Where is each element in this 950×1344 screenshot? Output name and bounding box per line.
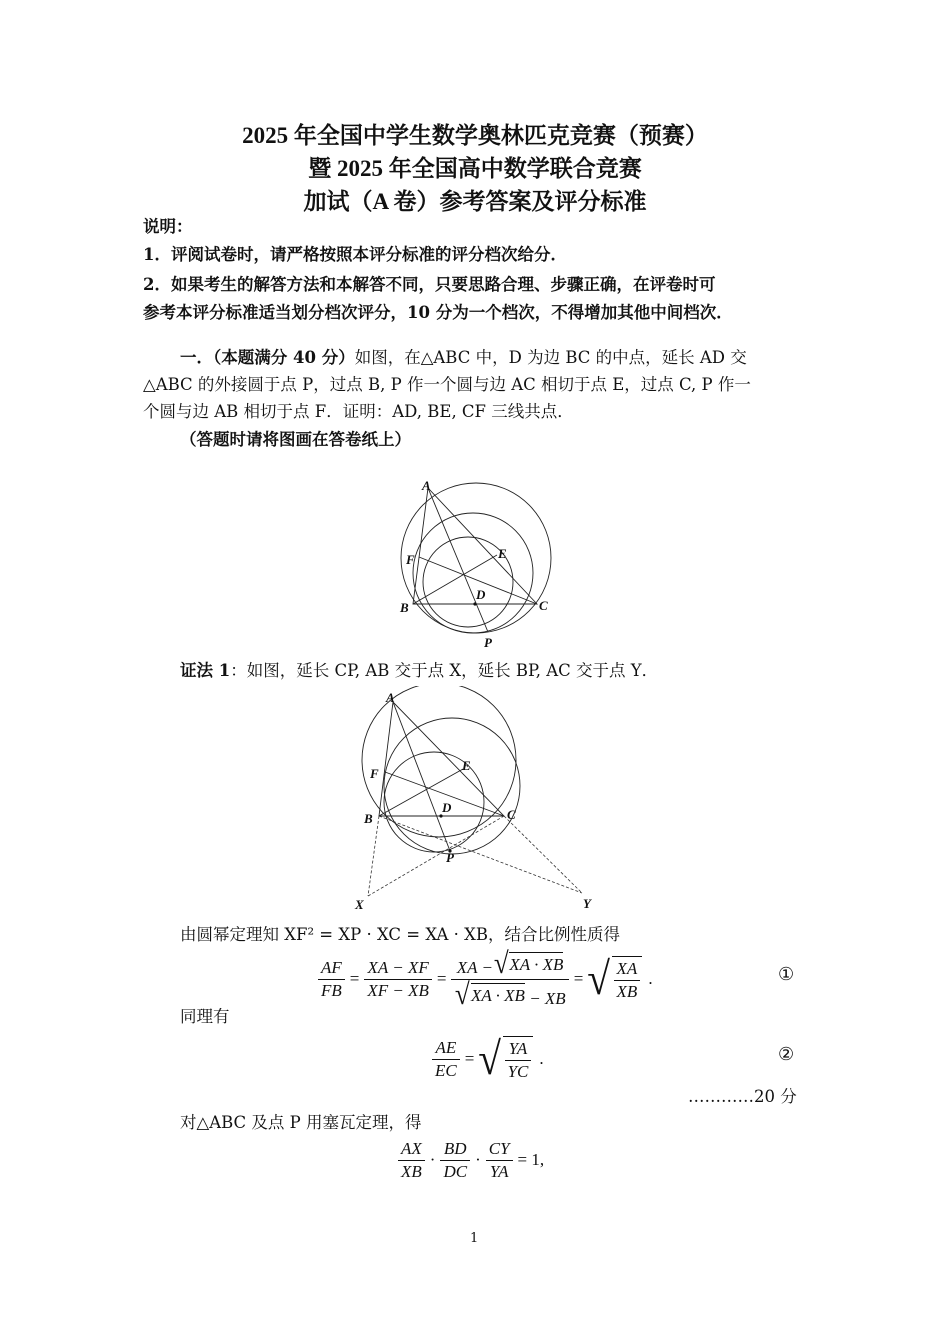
problem-line-1 [180,345,747,371]
eq1-tag: ① [778,964,795,985]
segment-bx [368,816,379,896]
problem-line-3: 个圆与边 AB 相切于点 F．证明：AD, BE, CF 三线共点． [143,402,574,421]
eq3-frac-1: $\frac{AX}{XB}$ [398,1138,425,1183]
notes-heading: 说明： [143,217,193,236]
segment-by [379,816,582,893]
equation-2: $\frac{AE}{EC}$ = √ $\frac{YA}{YC}$ . [430,1030,544,1088]
proof-label: 证法 1 [180,661,231,680]
label-a: A [422,478,431,493]
eq1-frac-1: $\frac{AF}{FB}$ [318,957,345,1002]
equation-1: $\frac{AF}{FB}$ = $\frac{XA - XF}{XF - XB}$ = XA − √ XA · XB √ XA · XB − XB = √ $\frac{XA}{XB}$ . [316,950,653,1008]
label-x: X [355,897,364,912]
proof-intro [180,658,658,684]
point-d [473,602,476,605]
eq1-sqrt: √ $\frac{XA}{XB}$ [586,956,642,1003]
segment-ap [428,488,488,632]
label-d: D [476,587,486,602]
label-c: C [539,598,548,613]
label-c: C [507,807,516,822]
label-f: F [370,766,379,781]
eq2-tag: ② [778,1044,795,1065]
eq3-frac-2: $\frac{BD}{DC}$ [440,1138,470,1183]
label-a: A [386,690,395,705]
label-y: Y [583,896,591,911]
page-number: 1 [470,1231,479,1246]
eq1-frac-2: $\frac{XA - XF}{XF - XB}$ [364,957,432,1002]
eq3-frac-3: $\frac{CY}{YA}$ [486,1138,513,1183]
label-b: B [400,600,409,615]
problem-note: （答题时请将图画在答卷纸上） [180,430,411,449]
problem-line-2: △ABC 的外接圆于点 P，过点 B, P 作一个圆与边 AC 相切于点 E，过点 C, P 作一 [143,375,751,394]
problem-line-1-text: 如图，在△ABC 中，D 为边 BC 的中点，延长 AD 交 [354,348,747,367]
proof-ceva: 对△ABC 及点 P 用塞瓦定理，得 [180,1113,422,1132]
label-d: D [442,800,452,815]
title-line-1: 2025 年全国中学生数学奥林匹克竞赛（预赛） [242,123,708,148]
equation-3: $\frac{AX}{XB}$ · $\frac{BD}{DC}$ · $\frac{CY}{YA}$ = 1, [396,1134,547,1186]
score-20: …………20 分 [688,1087,797,1106]
segment-cy [504,816,582,893]
proof-similar: 同理有 [180,1007,230,1026]
eq1-frac-3: XA − √ XA · XB √ XA · XB − XB [451,949,568,1010]
proof-intro-text: ：如图，延长 CP, AB 交于点 X，延长 BP, AC 交于点 Y． [230,661,659,680]
circumcircle [401,483,551,633]
eq2-sqrt: √ $\frac{YA}{YC}$ [477,1036,533,1083]
label-p: P [484,635,492,650]
figure-2 [350,686,610,916]
circle-bpe [413,513,533,633]
eq2-frac-1: $\frac{AE}{EC}$ [432,1037,460,1082]
label-p: P [446,850,454,865]
problem-label: 一．（本题满分 40 分） [180,348,355,367]
figure-1 [380,470,580,655]
proof-power-text: 由圆幂定理知 XF² = XP · XC = XA · XB，结合比例性质得 [180,925,621,944]
label-f: F [406,552,415,567]
segment-ap [393,702,450,851]
notes-item-1: 1．评阅试卷时，请严格按照本评分标准的评分档次给分． [143,245,567,264]
label-e: E [462,758,471,773]
eq3-rhs: = 1, [517,1150,545,1169]
triangle-abc [413,488,537,604]
circle-bpe [384,718,520,854]
label-e: E [498,546,507,561]
title-line-3: 加试（A 卷）参考答案及评分标准 [303,189,647,214]
notes-item-2-line-1: 2．如果考生的解答方法和本解答不同，只要思路合理、步骤正确，在评卷时可 [143,275,716,294]
title-line-2: 暨 2025 年全国高中数学联合竞赛 [308,156,642,181]
label-b: B [364,811,373,826]
notes-item-2-line-2: 参考本评分标准适当划分档次评分，10 分为一个档次，不得增加其他中间档次． [143,303,733,322]
